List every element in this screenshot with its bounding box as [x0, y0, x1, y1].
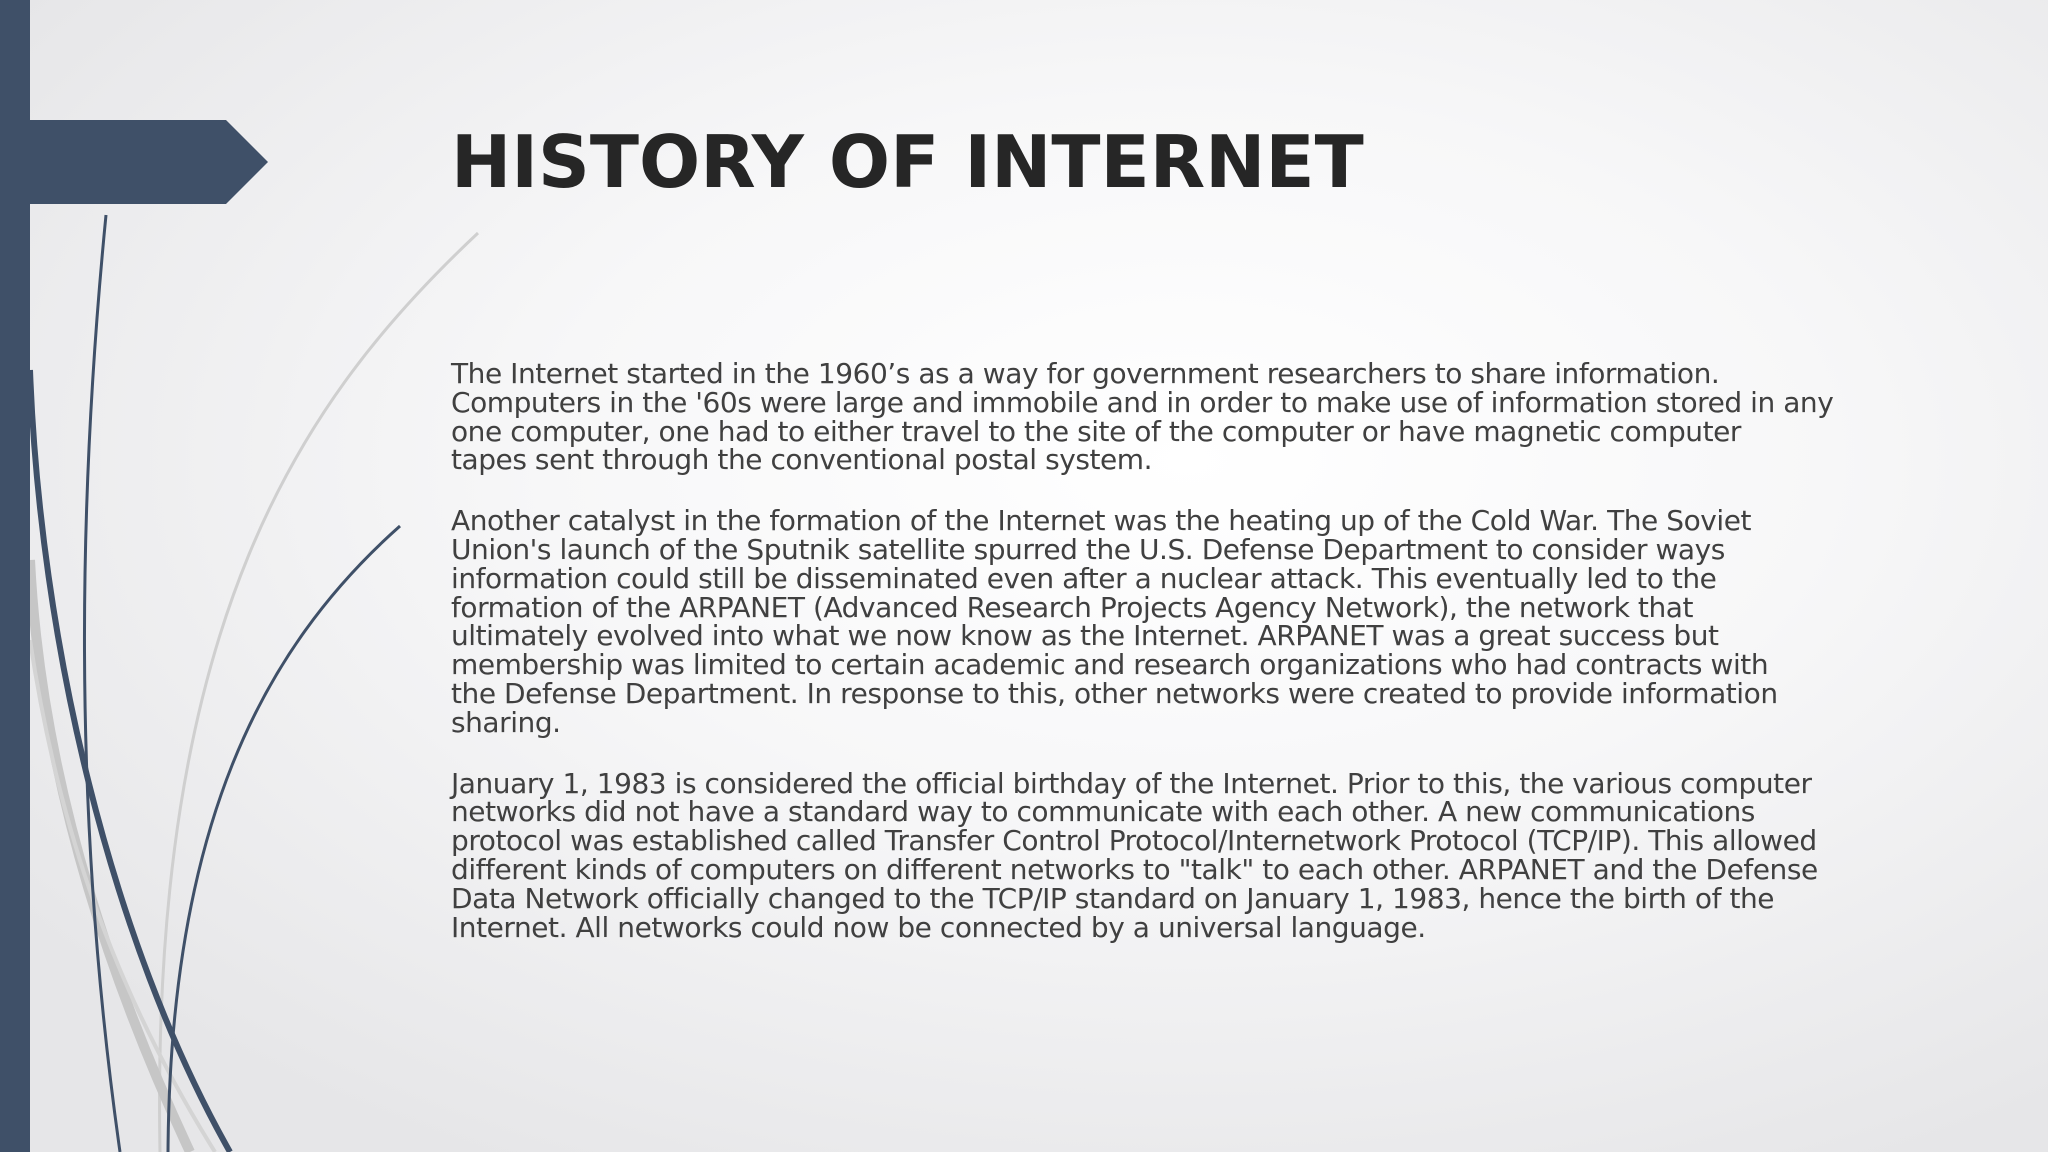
slide-title: HISTORY OF INTERNET [451, 120, 1364, 204]
text-line: the Defense Department. In response to this, other networks were created to provide information [451, 676, 1778, 710]
text-line: formation of the ARPANET (Advanced Research Projects Agency Network), the network that [451, 590, 1693, 624]
text-line: tapes sent through the conventional postal system. [451, 443, 1153, 477]
slide-body [451, 357, 1931, 974]
text-line: protocol was established called Transfer Control Protocol/Internetwork Protocol (TCP/IP). This allowed [451, 824, 1817, 858]
decor-curve-light-1 [160, 233, 478, 1152]
paragraph-tcp-ip [451, 766, 1931, 944]
text-line: Another catalyst in the formation of the Internet was the heating up of the Cold War. The Soviet [451, 504, 1752, 538]
text-line: information could still be disseminated even after a nuclear attack. This eventually led to the [451, 561, 1717, 595]
title-arrow-banner [0, 120, 268, 204]
paragraph-origins [451, 357, 1931, 477]
text-line: The Internet started in the 1960’s as a way for government researchers to share information. [451, 357, 1720, 390]
decor-curve-dark-1 [84, 215, 120, 1152]
paragraph-cold-war [451, 504, 1931, 739]
text-line: Data Network officially changed to the TCP/IP standard on January 1, 1983, hence the birth of the [451, 881, 1775, 915]
text-line: one computer, one had to either travel to the site of the computer or have magnetic computer [451, 414, 1741, 448]
text-line: different kinds of computers on different networks to "talk" to each other. ARPANET and the Defense [451, 852, 1818, 886]
text-line: networks did not have a standard way to communicate with each other. A new communications [451, 795, 1755, 829]
text-line: membership was limited to certain academic and research organizations who had contracts with [451, 648, 1769, 682]
text-line: Internet. All networks could now be connected by a universal language. [451, 910, 1426, 944]
text-line: ultimately evolved into what we now know as the Internet. ARPANET was a great success but [451, 619, 1719, 653]
text-line: sharing. [451, 705, 561, 739]
text-line: January 1, 1983 is considered the official birthday of the Internet. Prior to this, the various computer [451, 766, 1812, 800]
decor-curve-dark-3 [168, 526, 400, 1152]
text-line: Union's launch of the Sputnik satellite spurred the U.S. Defense Department to consider ways [451, 532, 1725, 566]
text-line: Computers in the '60s were large and immobile and in order to make use of information stored in any [451, 385, 1834, 419]
